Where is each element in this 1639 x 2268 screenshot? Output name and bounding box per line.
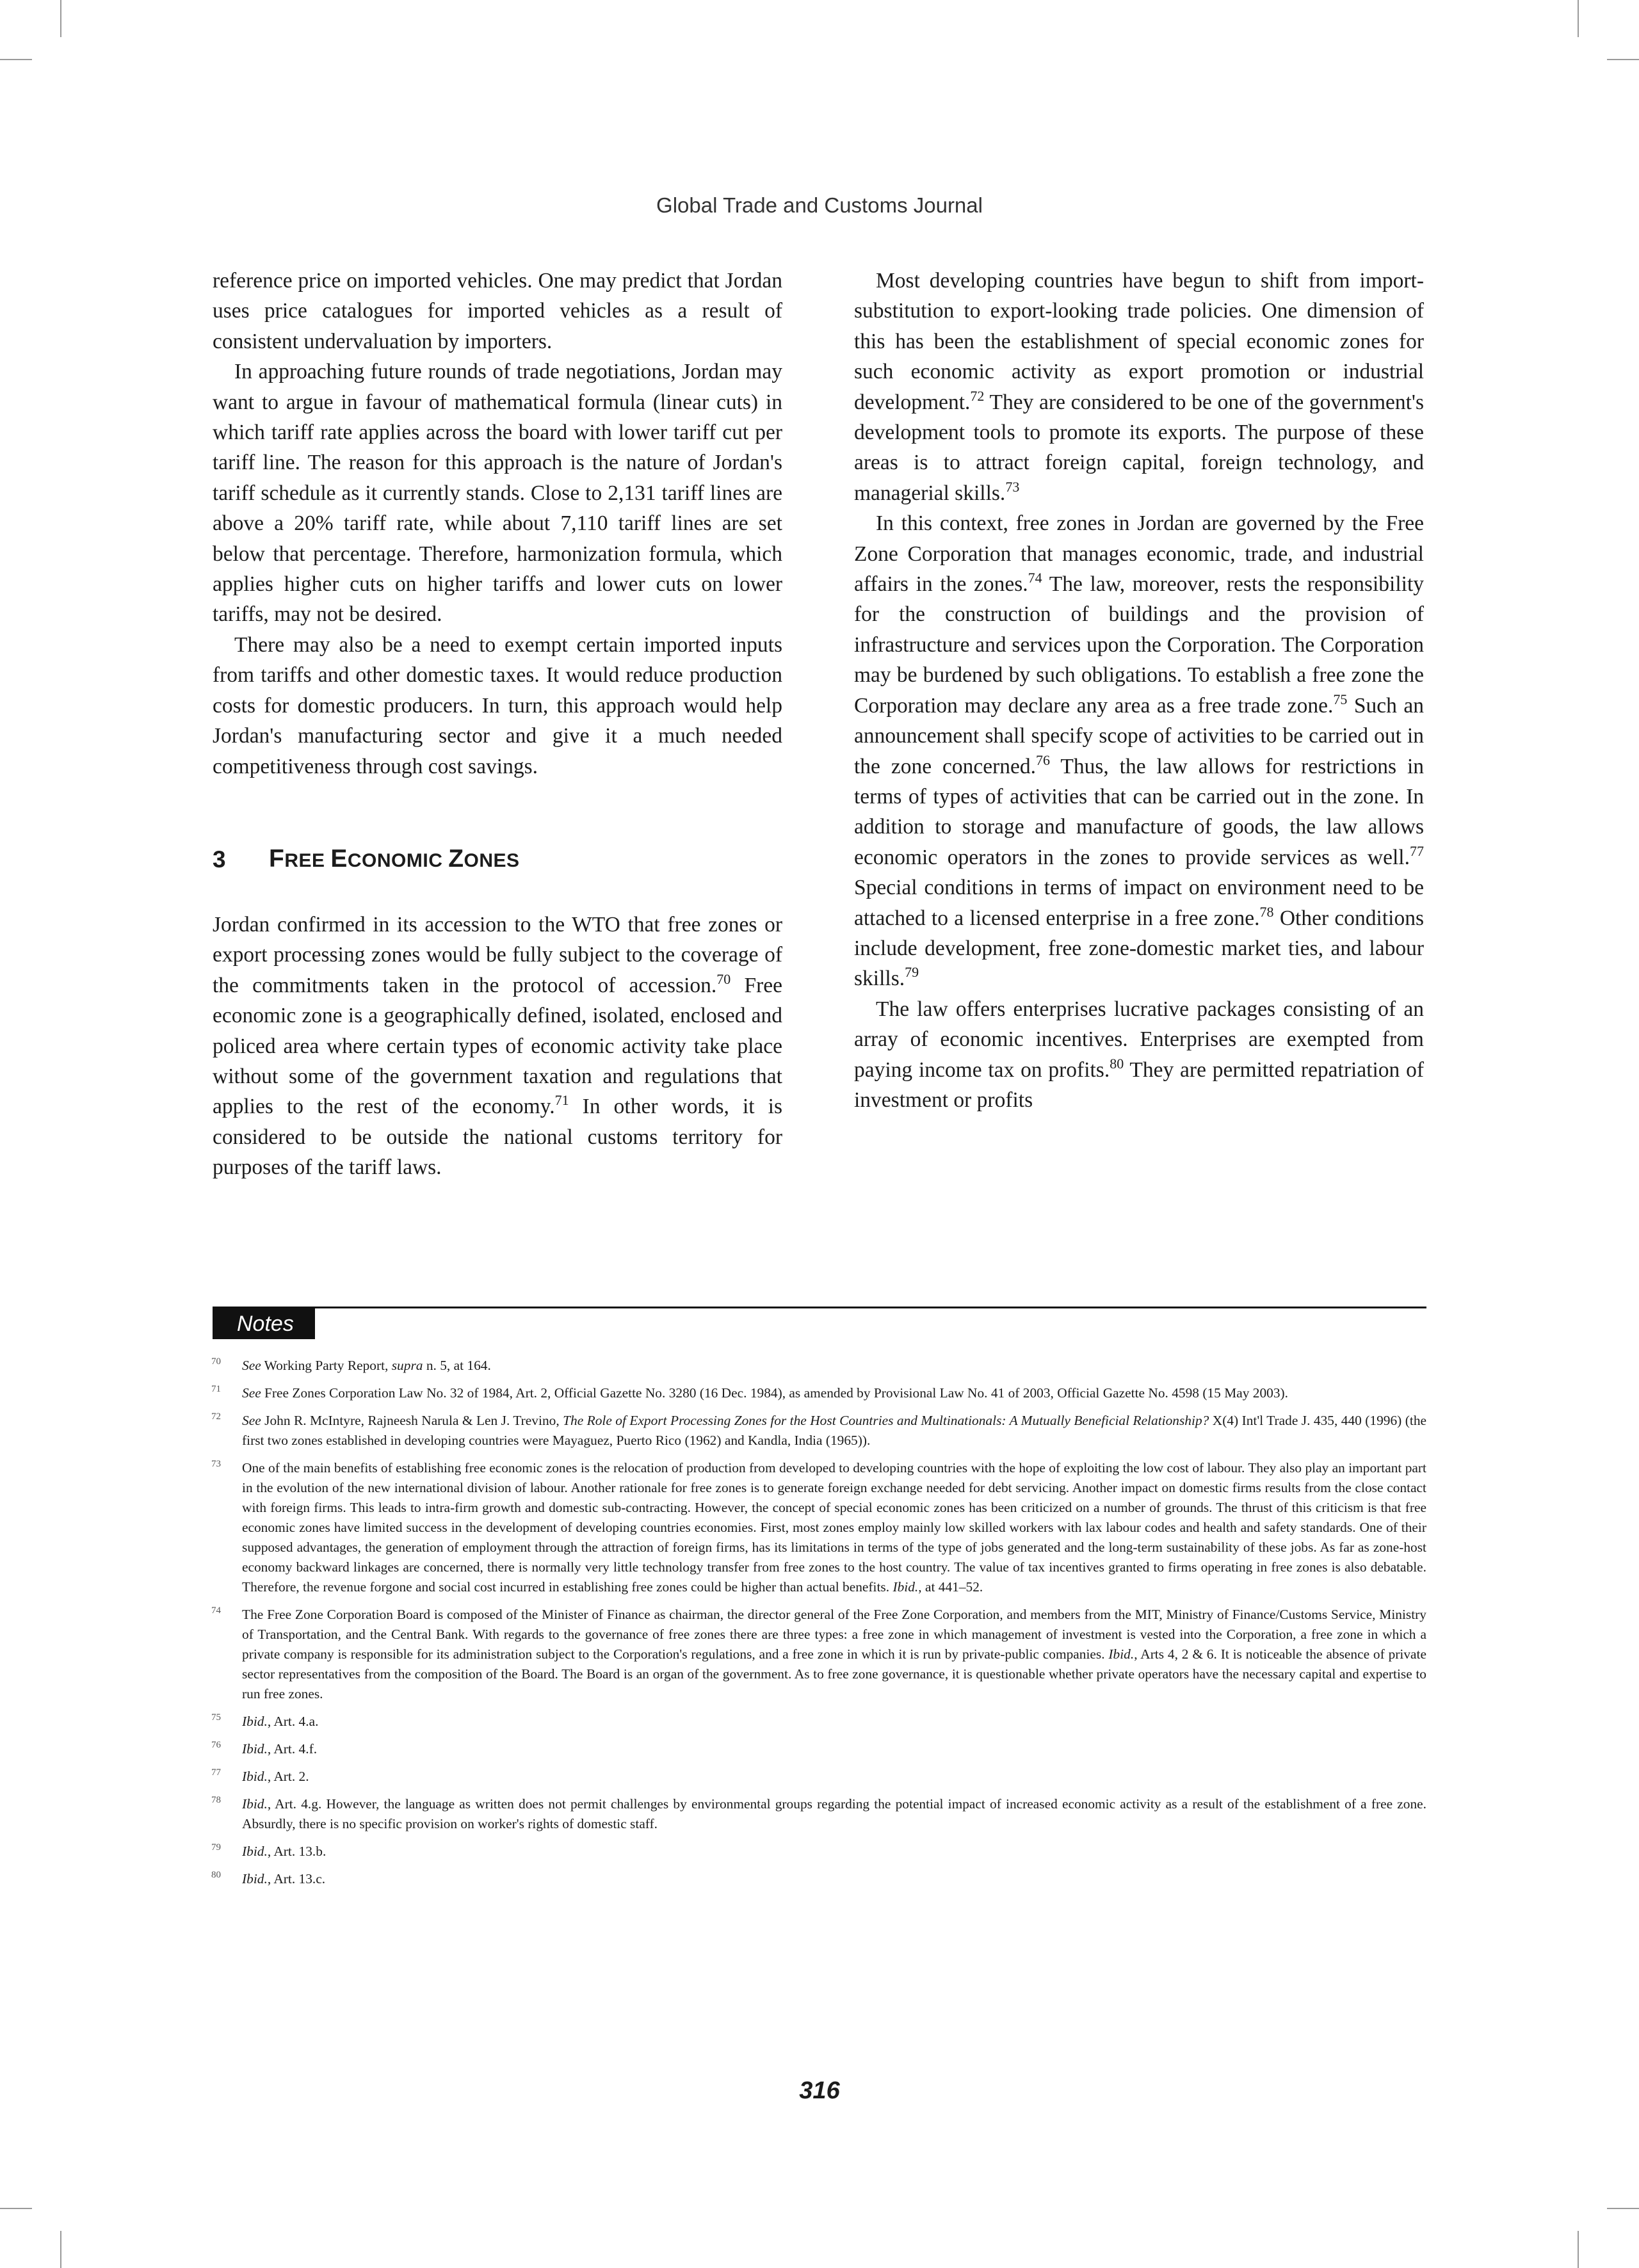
right-column [854,266,1424,1115]
notes-divider [213,1307,1426,1308]
footnote: 77 Ibid., Art. 2. [211,1767,1426,1787]
footnote-ref[interactable]: 70 [716,970,731,987]
crop-mark [60,2231,61,2268]
body-paragraph: Most developing countries have begun to shift from import-substitution to export-looking trade policies. One dimension of this has been the establishment of special economic zones for such economic activity as export promotion or industrial development.$^{72}$ They are considered to be one of the government's development tools to promote its exports. The purpose of these areas is to attract foreign capital, foreign technology, and managerial skills.$^{73}$ [854,269,1424,505]
footnote: 71 See Free Zones Corporation Law No. 32 of 1984, Art. 2, Official Gazette No. 3280 (16 Dec. 1984), as amended by Provisional Law No. 41 of 2003, Official Gazette No. 4598 (15 May 2003). [211,1383,1426,1403]
crop-mark [1578,0,1579,37]
footnote-ref[interactable]: 79 [905,964,919,981]
left-column [213,266,782,1183]
body-paragraph: The law offers enterprises lucrative packages consisting of an array of economic incentives. Enterprises are exempted from paying income tax on profits.$^{80}$ They are permitted repatriation of investment or profits [854,997,1425,1112]
section-number: 3 [213,846,227,873]
footnote-number: 75 [211,1712,221,1723]
footnote-number: 74 [211,1605,221,1616]
footnote: 73 One of the main benefits of establishing free economic zones is the relocation of production from developed to developing countries with the hope of exploiting the low cost of labour. They also play an important part in the evolution of the new international division of labour. Another rationale for free zones is to generate foreign exchange needed for debt servicing. Another impact on domestic firms results from the close contact with foreign firms. This leads to intra-firm growth and domestic sub-contracting. However, the concept of special economic zones has been criticized on a number of grounds. The thrust of this criticism is that free economic zones have limited success in the development of developing countries economies. First, most zones employ mainly low skilled workers with lax labour codes and health and safety standards. One of their supposed advantages, the generation of employment through the attraction of foreign firms, has its limitations in terms of the type of jobs generated and the long-term sustainability of these jobs. As far as zone-host economy backward linkages are concerned, there is normally very little technology transfer from free zones to the host country. The value of tax incentives granted to firms operating in free zones is also debatable. Therefore, the revenue forgone and social cost incurred in establishing free zones could be higher than actual benefits. Ibid., at 441–52. [211,1458,1426,1597]
footnote: 78 Ibid., Art. 4.g. However, the language as written does not permit challenges by environmental groups regarding the potential impact of increased economic activity as a result of the establishment of a free zone. Absurdly, there is no specific provision on worker's rights of domestic staff. [211,1794,1426,1834]
footnote: 80 Ibid., Art. 13.c. [211,1869,1426,1889]
footnote-number: 71 [211,1384,221,1394]
footnote: 79 Ibid., Art. 13.b. [211,1842,1426,1862]
crop-mark [1578,2231,1579,2268]
footnote-ref[interactable]: 76 [1036,752,1051,768]
crop-mark [1607,2208,1639,2209]
footnote-number: 76 [211,1740,221,1750]
crop-mark [0,2208,32,2209]
footnote: 72 See John R. McIntyre, Rajneesh Narula & Len J. Trevino, The Role of Export Processing Zones for the Host Countries and Multinationals: A Mutually Beneficial Relationship? X(4) Int'l Trade J. 435, 440 (1996) (the first two zones established in developing countries were Mayaguez, Puerto Rico (1962) and Kandla, India (1965)). [211,1411,1426,1451]
footnote-ref[interactable]: 72 [970,387,985,404]
body-paragraph: Jordan confirmed in its accession to the WTO that free zones or export processing zones would be fully subject to the coverage of the commitments taken in the protocol of accession.$^{70}$ Free economic zone is a geographically defined, isolated, enclosed and policed area where certain types of economic activity take place without some of the government taxation and regulations that applies to the rest of the economy.$^{71}$ In other words, it is considered to be outside the national customs territory for purposes of the tariff laws. [213,912,782,1180]
body-paragraph: There may also be a need to exempt certain imported inputs from tariffs and other domestic taxes. It would reduce production costs for domestic producers. In turn, this approach would help Jordan's manufacturing sector and give it a much needed competitiveness through cost savings. [213,632,782,778]
footnote-ref[interactable]: 78 [1259,903,1274,920]
footnote-number: 80 [211,1870,221,1880]
section-heading [213,844,782,875]
footnote-number: 77 [211,1767,221,1778]
footnote-ref[interactable]: 71 [554,1092,569,1109]
footnote-number: 73 [211,1459,221,1469]
crop-mark [0,59,32,60]
notes-label: Notes [213,1308,315,1339]
footnote-ref[interactable]: 74 [1028,570,1042,586]
footnote-ref[interactable]: 77 [1410,842,1424,859]
footnote-ref[interactable]: 73 [1005,478,1020,495]
footnote-number: 70 [211,1356,221,1367]
footnote-number: 72 [211,1411,221,1422]
crop-mark [1607,59,1639,60]
body-paragraph: In this context, free zones in Jordan are governed by the Free Zone Corporation that manages economic, trade, and industrial affairs in the zones.$^{74}$ The law, moreover, rests the responsibility for the construction of buildings and the provision of infrastructure and services upon the Corporation. The Corporation may be burdened by such obligations. To establish a free zone the Corporation may declare any area as a free trade zone.$^{75}$ Such an announcement shall specify scope of activities to be carried out in the zone concerned.$^{76}$ Thus, the law allows for restrictions in terms of types of activities that can be carried out in the zone. In addition to storage and manufacture of goods, the law allows economic operators in the zones to provide services as well.$^{77}$ Special conditions in terms of impact on environment need to be attached to a licensed enterprise in a free zone.$^{78}$ Other conditions include development, free zone-domestic market ties, and labour skills.$^{79}$ [854,511,1425,991]
footnote-ref[interactable]: 75 [1333,691,1348,707]
running-header: Global Trade and Customs Journal [656,193,983,217]
footnote-number: 78 [211,1795,221,1805]
section-title: FREE ECONOMIC ZONES [269,844,520,873]
crop-mark [60,0,61,37]
body-paragraph: reference price on imported vehicles. One may predict that Jordan uses price catalogues for imported vehicles as a result of consistent undervaluation by importers. [213,269,782,353]
footnote: 74 The Free Zone Corporation Board is composed of the Minister of Finance as chairman, the director general of the Free Zone Corporation, and members from the MIT, Ministry of Finance/Customs Service, Ministry of Transportation, and the Central Bank. With regards to the governance of free zones there are three types: a free zone in which management of investment is vested into the Corporation, a free zone in which a private company is responsible for its administration subject to the Corporation's regulations, and a free zone in which it is run by private-public companies. Ibid., Arts 4, 2 & 6. It is noticeable the absence of private sector representatives from the composition of the Board. The Board is an organ of the government. As to free zone governance, it is questionable whether private operators have the necessary capital and expertise to run free zones. [211,1605,1426,1704]
body-paragraph: In approaching future rounds of trade negotiations, Jordan may want to argue in favour of mathematical formula (linear cuts) in which tariff rate applies across the board with lower tariff cut per tariff line. The reason for this approach is the nature of Jordan's tariff schedule as it currently stands. Close to 2,131 tariff lines are above a 20% tariff rate, while about 7,110 tariff lines are set below that percentage. Therefore, harmonization formula, which applies higher cuts on higher tariffs and lower cuts on lower tariffs, may not be desired. [213,360,782,627]
footnote: 70 See Working Party Report, supra n. 5, at 164. [211,1356,1426,1376]
footnotes-list [211,1356,1426,1897]
footnote: 75 Ibid., Art. 4.a. [211,1712,1426,1732]
footnote-number: 79 [211,1842,221,1853]
footnote: 76 Ibid., Art. 4.f. [211,1739,1426,1759]
footnote-ref[interactable]: 80 [1110,1055,1124,1072]
page-number: 316 [799,2077,840,2104]
